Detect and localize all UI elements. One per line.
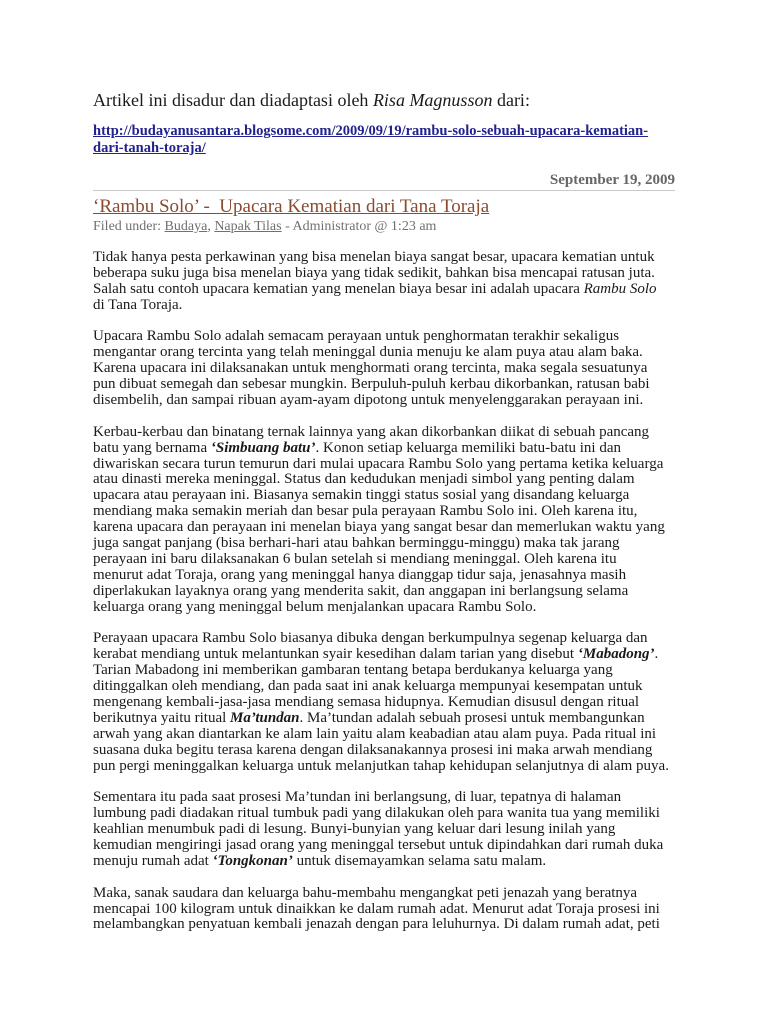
body-line: pun dibuat semegah dan sebesar mungkin. Berpuluh-puluh kerbau dikorbankan, ratusan babi: [93, 376, 650, 393]
body-text: Salah satu contoh upacara kematian yang menelan biaya besar ini adalah upacara: [93, 280, 584, 297]
body-line: mendiang maka semakin meriah dan besar pula perayaan Rambu Solo ini. Oleh karena itu,: [93, 503, 638, 520]
body-line: beberapa suku juga bisa menelan biaya yang tidak sedikit, bahkan bisa mencapai ratusan juta.: [93, 264, 655, 281]
body-line: karena upacara dan perayaan ini menelan biaya yang sangat besar dan memerlukan waktu yang: [93, 519, 665, 536]
body-line: menurut adat Toraja, orang yang meninggal hanya dianggap tidur saja, jenasahnya masih: [93, 566, 627, 583]
emphasized-term: ‘Tongkonan’: [212, 852, 293, 869]
body-line: suasana duka begitu terasa karena dengan dilaksanakannya prosesi ini maka arwah mendiang: [93, 741, 653, 758]
intro-text: Artikel ini disadur dan diadaptasi oleh: [93, 90, 373, 110]
filed-under-label: Filed under:: [93, 219, 165, 234]
body-line: ditinggalkan oleh mendiang, dan pada saat ini anak keluarga mempunyai kesempatan untuk: [93, 678, 643, 695]
date-divider: [93, 190, 675, 191]
body-line: Upacara Rambu Solo adalah semacam perayaan untuk penghormatan terakhir sekaligus: [93, 328, 620, 345]
body-paragraph: [93, 250, 669, 314]
body-line: mengantar orang tercinta yang telah meninggal dunia menuju ke alam puya atau alam baka.: [93, 344, 643, 361]
post-meta: [93, 219, 436, 235]
body-paragraph: [93, 886, 669, 934]
body-line: [93, 711, 669, 727]
body-paragraph: [93, 631, 669, 774]
body-line: lumbung padi diadakan ritual tumbuk padi yang dilakukan oleh para wanita tua yang memiliki: [93, 805, 660, 822]
intro-suffix: dari:: [492, 90, 530, 110]
body-line: diwariskan secara turun temurun dari mulai upacara Rambu Solo yang pertama ketika keluarga: [93, 455, 664, 472]
emphasized-term: Ma’tundan: [230, 709, 300, 726]
body-line: melambangkan penyatuan kembali jenazah dengan para leluhurnya. Di dalam rumah adat, peti: [93, 916, 660, 933]
post-title[interactable]: ‘Rambu Solo’ - Upacara Kematian dari Tana Toraja: [93, 196, 490, 217]
body-line: disembelih, dan sampai ribuan ayam-ayam dipotong untuk menyelenggarakan perayaan ini.: [93, 392, 644, 409]
body-line: keluarga orang yang meninggal belum menjalankan upacara Rambu Solo.: [93, 598, 537, 615]
category-separator: ,: [207, 219, 215, 234]
body-text: menuju rumah adat: [93, 852, 213, 869]
body-line: keahlian menumbuk padi di lesung. Bunyi-bunyian yang keluar dari lesung inilah yang: [93, 821, 616, 838]
category-link-budaya[interactable]: Budaya: [164, 219, 208, 234]
intro-line: [93, 89, 530, 111]
body-line: Kerbau-kerbau dan binatang ternak lainnya yang akan dikorbankan diikat di sebuah pancang: [93, 423, 650, 440]
body-line: Tidak hanya pesta perkawinan yang bisa menelan biaya sangat besar, upacara kematian untuk: [93, 249, 655, 265]
source-link[interactable]: [93, 123, 648, 157]
body-line: Perayaan upacara Rambu Solo biasanya dibuka dengan berkumpulnya segenap keluarga dan: [93, 630, 648, 647]
body-paragraph: [93, 790, 669, 869]
source-link-line[interactable]: http://budayanusantara.blogsome.com/2009/09/19/rambu-solo-sebuah-upacara-kematian-: [93, 123, 649, 139]
body-line: pun pergi meninggalkan keluarga untuk melanjutkan tahap kehidupan selanjutnya di alam puya.: [93, 757, 669, 774]
body-line: Tarian Mabadong ini memberikan gambaran tentang betapa berdukanya keluarga yang: [93, 662, 613, 679]
body-line: Maka, sanak saudara dan keluarga bahu-membahu mengangkat peti jenazah yang beratnya: [93, 884, 638, 901]
body-text: . Ma’tundan adalah sebuah prosesi untuk membangunkan: [299, 709, 645, 726]
category-link-napak-tilas[interactable]: Napak Tilas: [214, 219, 282, 234]
emphasized-term: Rambu Solo: [583, 280, 657, 297]
body-text: untuk disemayamkan selama satu malam.: [292, 852, 547, 869]
body-line: [93, 441, 669, 457]
body-line: juga sangat panjang (bisa berhari-hari atau bahkan berminggu-minggu) maka tak jarang: [93, 535, 620, 552]
emphasized-term: ‘Simbuang batu’: [210, 439, 316, 456]
source-link-line[interactable]: dari-tanah-toraja/: [93, 140, 206, 156]
emphasized-term: ‘Mabadong’: [577, 646, 655, 663]
post-byline: - Administrator @ 1:23 am: [281, 219, 437, 234]
body-line: [93, 282, 669, 298]
body-line: arwah yang akan diantarkan ke alam lain yaitu alam keabadian atau alam puya. Pada ritual ini: [93, 725, 657, 742]
body-paragraph: [93, 425, 669, 616]
body-text: . Konon setiap keluarga memiliki batu-batu ini dan: [315, 439, 621, 456]
body-line: [93, 647, 669, 663]
body-line: kemudian mengiringi jasad orang yang meninggal tersebut untuk dipindahkan dari rumah duka: [93, 836, 664, 853]
body-line: mengenang kembali-jasa-jasa mendiang semasa hidupnya. Kemudian disusul dengan ritual: [93, 693, 640, 710]
body-text: kerabat mendiang untuk melantunkan syair kesedihan dalam tarian yang disebut: [93, 646, 578, 663]
body-line: mencapai 100 kilogram untuk dinaikkan ke dalam rumah adat. Menurut adat Toraja prosesi ini: [93, 900, 660, 917]
body-text: .: [654, 646, 659, 663]
author-name: Risa Magnusson: [372, 90, 493, 110]
body-text: batu yang bernama: [93, 439, 211, 456]
body-paragraph: [93, 329, 669, 408]
body-line: Karena upacara ini dilaksanakan untuk menghormati orang tercinta, maka segala sesuatunya: [93, 360, 648, 377]
body-line: perayaan ini baru dilaksanakan 6 bulan setelah si mendiang meninggal. Oleh karena itu: [93, 550, 617, 567]
body-line: di Tana Toraja.: [93, 296, 183, 313]
body-line: Sementara itu pada saat prosesi Ma’tundan ini berlangsung, di luar, tepatnya di halaman: [93, 789, 622, 806]
post-date: September 19, 2009: [549, 172, 675, 188]
body-text: berikutnya yaitu ritual: [93, 709, 231, 726]
body-line: diperlakukan layaknya orang yang menderita sakit, dan anggapan ini berlangsung selama: [93, 582, 629, 599]
body-line: [93, 854, 669, 870]
post-body: [93, 250, 669, 949]
body-line: upacara atau perayaan ini. Biasanya semakin tinggi status sosial yang disandang keluarga: [93, 487, 630, 504]
body-line: atau dinasti mereka meninggal. Status dan kedudukan menjadi simbol yang penting dalam: [93, 471, 635, 488]
